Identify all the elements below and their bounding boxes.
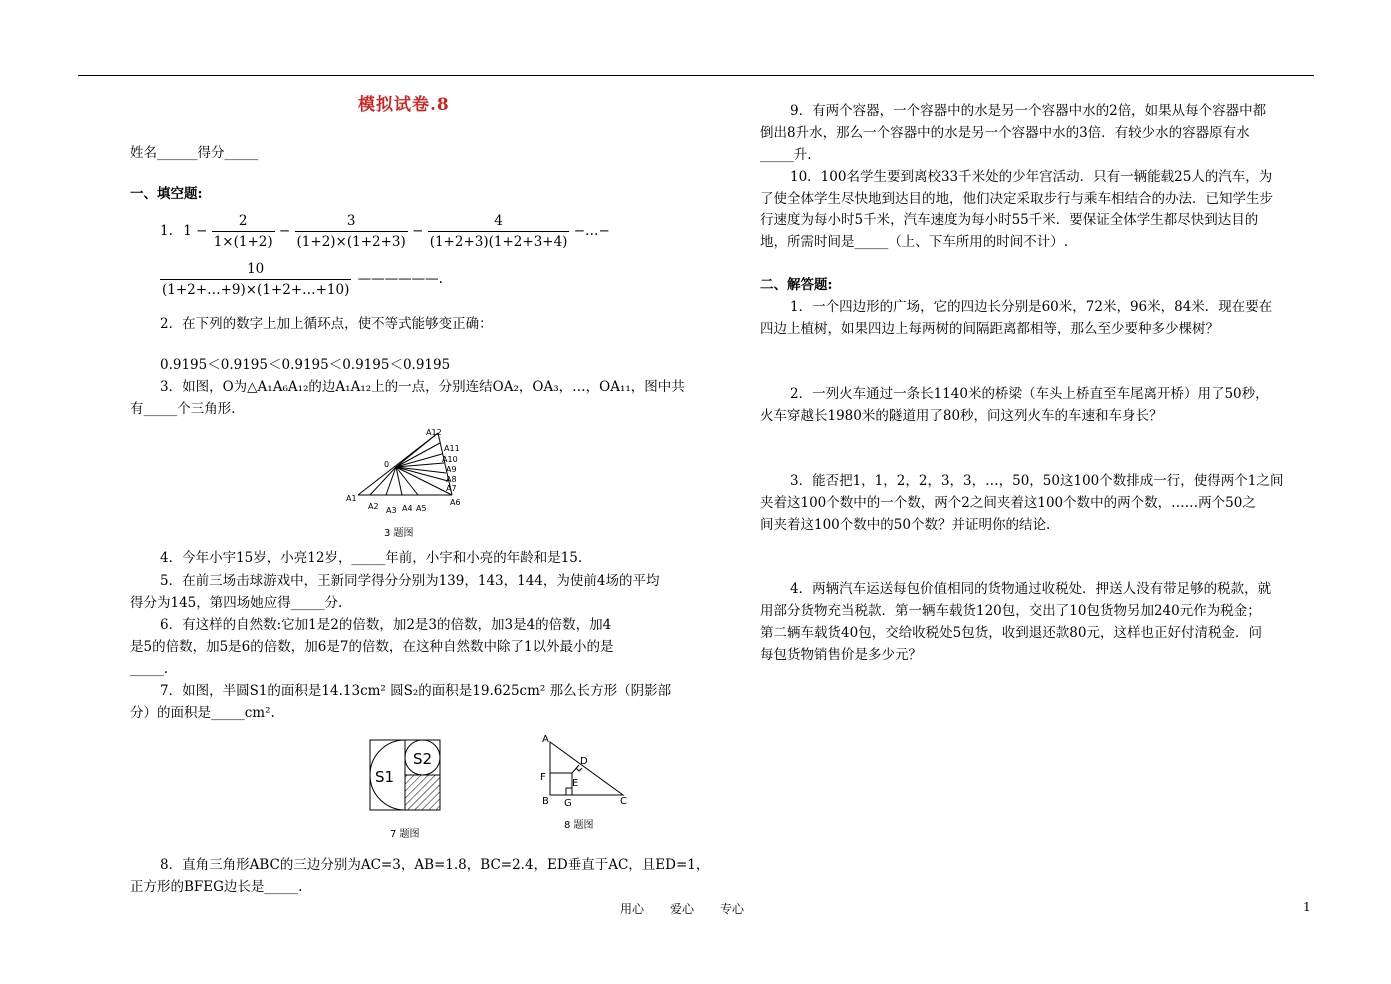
q5-line2: 得分为145，第四场她应得_____分. (130, 595, 343, 611)
section-answer: 二、解答题: (760, 277, 833, 293)
a4-line3: 第二辆车载货40包，交给收税处5包货，收到退还款80元，这样也正好付清税金．问 (760, 625, 1262, 641)
q7-line1: 7．如图，半圆S1的面积是14.13cm² 圆S₂的面积是19.625cm² 那么长方形（阴影部 (160, 683, 672, 699)
svg-text:A9: A9 (446, 465, 457, 474)
q10-line4: 地，所需时间是_____（上、下车所用的时间不计）. (760, 234, 1069, 250)
q1-lead: 1 − (183, 223, 208, 239)
q8-line2: 正方形的BFEG边长是_____. (130, 879, 303, 895)
footer-yongxin: 用心 (620, 902, 645, 916)
q3-line1: 3．如图，O为△A₁A₆A₁₂的边A₁A₁₂上的一点，分别连结OA₂，OA₃，…，OA₁₁，图中共 (160, 379, 685, 395)
a3-line3: 间夹着这100个数中的50个数？并证明你的结论. (760, 517, 1051, 533)
fig7-s2-label: S2 (413, 750, 433, 768)
header-rule (78, 75, 1314, 76)
q8-line1: 8．直角三角形ABC的三边分别为AC=3，AB=1.8，BC=2.4，ED垂直于AC，且ED=1， (160, 857, 710, 873)
svg-text:F: F (540, 772, 546, 783)
svg-text:A2: A2 (368, 502, 379, 511)
page-title: 模拟试卷.8 (358, 95, 450, 115)
fig7-caption: 7 题图 (390, 829, 420, 840)
svg-text:C: C (620, 796, 627, 807)
fig8-caption: 8 题图 (564, 820, 594, 831)
fig3-caption: 3 题图 (384, 528, 414, 539)
q6-line1: 6．有这样的自然数:它加1是2的倍数，加2是3的倍数，加3是4的倍数，加4 (160, 617, 612, 633)
q1-term4: $\frac{10}{(1+2+\dots+9)\times(1+2+\dots+10)}$ (162, 261, 350, 298)
svg-text:A8: A8 (446, 475, 457, 484)
a3-line1: 3．能否把1，1，2，2，3，3，…，50，50这100个数排成一行，使得两个1之间 (790, 473, 1284, 489)
q1-label: 1. (160, 223, 173, 239)
a1-line2: 四边上植树，如果四边上每两树的间隔距离都相等，那么至少要种多少棵树？ (760, 321, 1219, 337)
footer-aixin: 爱心 (670, 902, 695, 916)
q1-formula-line1: 1. 1 − $\frac{2}{1\times(1+2)}$ − $\frac{3}{(1+2)\times(1+2+3)}$ − $\frac{4}{(1+2+3)(1+2+3+4)}$ −…− (160, 213, 610, 250)
a2-line1: 2．一列火车通过一条长1140米的桥梁（车头上桥直至车尾离开桥）用了50秒， (790, 386, 1269, 402)
q4-line: 4．今年小宇15岁，小亮12岁，_____年前，小宇和小亮的年龄和是15. (160, 550, 583, 566)
svg-text:A4: A4 (402, 504, 413, 513)
a1-line1: 1．一个四边形的广场，它的四边长分别是60米，72米，96米，84米．现在要在 (790, 299, 1273, 315)
a3-line2: 夹着这100个数中的一个数，两个2之间夹着这100个数中的两个数，……两个50之 (760, 495, 1256, 511)
q1-term2: $\frac{3}{(1+2)\times(1+2+3)}$ (296, 213, 406, 250)
q10-line3: 行速度为每小时5千米，汽车速度为每小时55千米．要保证全体学生都尽快到达目的 (760, 212, 1259, 228)
q9-line2: 倒出8升水，那么一个容器中的水是另一个容器中水的3倍．有较少水的容器原有水 (760, 125, 1250, 141)
q6-line2: 是5的倍数，加5是6的倍数，加6是7的倍数，在这种自然数中除了1以外最小的是 (130, 639, 614, 655)
q1-ellipsis: −…− (573, 223, 610, 239)
q2-line2: 0.9195＜0.9195＜0.9195＜0.9195＜0.9195 (160, 357, 451, 373)
figure-7 (366, 738, 444, 844)
svg-text:A7: A7 (446, 484, 457, 493)
q3-line2: 有_____个三角形. (130, 401, 236, 417)
q6-line3: _____. (130, 661, 169, 677)
figure-8 (536, 730, 636, 834)
q1-term1: $\frac{2}{1\times(1+2)}$ (213, 213, 273, 250)
fig3-label-a12: A12 (426, 428, 442, 437)
section-fill-blank: 一、填空题: (130, 186, 203, 202)
q10-line2: 了使全体学生尽快地到达目的地，他们决定采取步行与乘车相结合的办法．已知学生步 (760, 191, 1273, 207)
footer-zhuanxin: 专心 (720, 902, 745, 916)
figure-3 (340, 425, 470, 543)
svg-text:A11: A11 (444, 444, 460, 453)
svg-text:A1: A1 (346, 494, 357, 503)
svg-text:E: E (572, 778, 579, 789)
svg-text:A6: A6 (450, 498, 461, 507)
q10-line1: 10．100名学生要到离校33千米处的少年宫活动．只有一辆能载25人的汽车，为 (790, 169, 1273, 185)
svg-text:D: D (580, 756, 588, 767)
q1-blank: ——————. (357, 271, 443, 287)
q1-formula-line2 (160, 259, 443, 300)
q7-line2: 分）的面积是_____cm². (130, 705, 275, 721)
q5-line1: 5．在前三场击球游戏中，王新同学得分分别为139，143，144，为使前4场的平均 (160, 573, 660, 589)
page-number: 1 (1303, 900, 1311, 914)
a4-line1: 4．两辆汽车运送每包价值相同的货物通过收税处．押送人没有带足够的税款，就 (790, 581, 1272, 597)
a4-line2: 用部分货物充当税款．第一辆车载货120包，交出了10包货物另加240元作为税金； (760, 603, 1261, 619)
svg-text:B: B (542, 796, 549, 807)
a2-line2: 火车穿越长1980米的隧道用了80秒，问这列火车的车速和车身长？ (760, 408, 1163, 424)
svg-text:A10: A10 (442, 455, 458, 464)
name-score-line: 姓名______得分_____ (130, 145, 259, 161)
svg-text:0: 0 (384, 460, 390, 469)
q2-line1: 2．在下列的数字上加上循环点，使不等式能够变正确： (160, 316, 493, 332)
q9-line3: _____升. (760, 147, 812, 163)
svg-text:A3: A3 (386, 506, 397, 515)
q9-line1: 9．有两个容器，一个容器中的水是另一个容器中水的2倍，如果从每个容器中都 (790, 103, 1267, 119)
svg-text:G: G (564, 798, 572, 809)
svg-text:A5: A5 (416, 504, 427, 513)
shaded-rectangle (405, 775, 440, 810)
fig7-s1-label: S1 (375, 768, 395, 786)
svg-text:A: A (542, 734, 549, 745)
q1-term3: $\frac{4}{(1+2+3)(1+2+3+4)}$ (429, 213, 568, 250)
a4-line4: 每包货物销售价是多少元？ (760, 647, 922, 663)
